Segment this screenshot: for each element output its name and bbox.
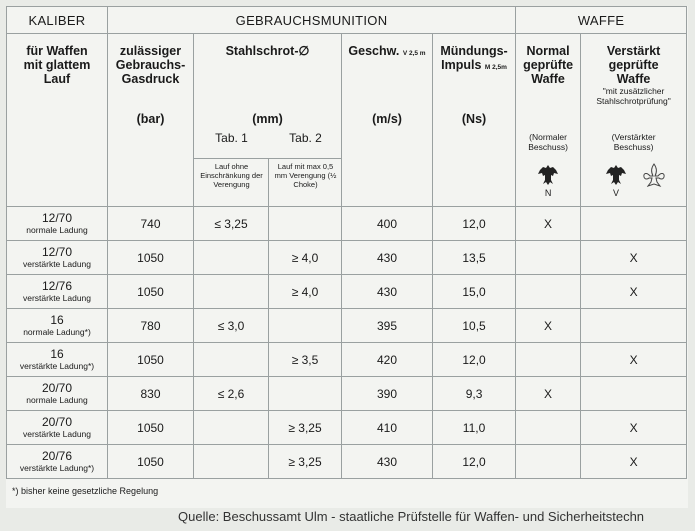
source-caption: Quelle: Beschussamt Ulm - staatliche Prüfstelle für Waffen- und Sicherheitstechn (178, 509, 645, 524)
tab2-label: Tab. 2 (289, 131, 322, 145)
geschw-cell: 420 (342, 343, 433, 377)
verstaerkt-cell: X (581, 343, 687, 377)
kal-cell (7, 241, 108, 275)
subheader-normal (516, 34, 581, 207)
header-gebrauchsmunition: GEBRAUCHSMUNITION (108, 7, 516, 34)
subheader-geschw (342, 34, 433, 207)
tab1-cell: ≤ 3,25 (194, 207, 269, 241)
tab2-cell: ≥ 4,0 (269, 241, 342, 275)
verstaerkt-cell (581, 207, 687, 241)
geschw-cell: 395 (342, 309, 433, 343)
impuls-cell: 11,0 (433, 411, 516, 445)
kaliber-value: 20/76 (41, 449, 73, 463)
normal-cell (516, 343, 581, 377)
verstaerkt-beschuss: (Verstärkter Beschuss) (611, 132, 656, 152)
verstaerkt-note: "mit zusätzlicher Stahlschrotprüfung" (596, 86, 671, 106)
normal-cell: X (516, 309, 581, 343)
normal-cell (516, 411, 581, 445)
ladung-type: verstärkte Ladung (22, 259, 92, 269)
normal-mark: N (544, 188, 552, 198)
tab1-cell (194, 411, 269, 445)
impuls-cell: 12,0 (433, 445, 516, 479)
geschw-unit: (m/s) (372, 112, 402, 126)
geschw-cell: 390 (342, 377, 433, 411)
ladung-type: normale Ladung*) (23, 327, 91, 337)
tab1-cell (194, 445, 269, 479)
normal-label: Normal geprüfte Waffe (523, 44, 574, 86)
verstaerkt-cell: X (581, 275, 687, 309)
subheader-kaliber (7, 34, 108, 207)
geschw-cell: 400 (342, 207, 433, 241)
eagle-icon (535, 162, 561, 202)
verstaerkt-cell: X (581, 445, 687, 479)
stahlschrot-label: Stahlschrot-∅ (225, 44, 310, 58)
ladung-type: verstärkte Ladung*) (19, 361, 95, 371)
kaliber-value: 16 (50, 313, 64, 327)
tab1-cell (194, 275, 269, 309)
subheader-stahlschrot (194, 34, 342, 207)
kal-cell (7, 309, 108, 343)
table-row (7, 445, 687, 479)
normal-cell (516, 275, 581, 309)
normal-cell: X (516, 207, 581, 241)
verstaerkt-mark: V (613, 188, 620, 198)
geschw-cell: 410 (342, 411, 433, 445)
impuls-cell: 12,0 (433, 343, 516, 377)
kaliber-value: 12/70 (41, 211, 73, 225)
tab2-cell: ≥ 3,25 (269, 411, 342, 445)
kaliber-value: 12/76 (41, 279, 73, 293)
table-row (7, 343, 687, 377)
verstaerkt-cell: X (581, 241, 687, 275)
gasdruck-unit: (bar) (136, 112, 165, 126)
ammunition-table (6, 6, 687, 479)
normal-cell (516, 445, 581, 479)
druck-cell: 1050 (108, 241, 194, 275)
tab1-label: Tab. 1 (215, 131, 248, 145)
druck-cell: 740 (108, 207, 194, 241)
fleur-de-lis-icon (641, 162, 667, 192)
header-kaliber: KALIBER (7, 7, 108, 34)
verstaerkt-cell (581, 309, 687, 343)
kal-cell (7, 207, 108, 241)
impuls-cell: 15,0 (433, 275, 516, 309)
druck-cell: 1050 (108, 275, 194, 309)
verstaerkt-label: Verstärkt geprüfte Waffe (606, 44, 661, 86)
druck-cell: 1050 (108, 343, 194, 377)
geschw-label: Geschw. V 2,5 m (348, 44, 426, 58)
druck-cell: 830 (108, 377, 194, 411)
kal-cell (7, 411, 108, 445)
table-row (7, 377, 687, 411)
eagle-icon (603, 162, 629, 202)
kal-cell (7, 275, 108, 309)
kaliber-desc: für Waffen mit glattem Lauf (23, 44, 91, 86)
verstaerkt-cell (581, 377, 687, 411)
table-row (7, 241, 687, 275)
normal-cell: X (516, 377, 581, 411)
druck-cell: 780 (108, 309, 194, 343)
subheader-impuls (433, 34, 516, 207)
tab2-cell: ≥ 4,0 (269, 275, 342, 309)
impuls-cell: 9,3 (433, 377, 516, 411)
table-row (7, 411, 687, 445)
gasdruck-label: zulässiger Gebrauchs-Gasdruck (115, 44, 186, 86)
footnote: *) bisher keine gesetzliche Regelung (12, 486, 159, 496)
kaliber-value: 20/70 (41, 381, 73, 395)
tab1-cell: ≤ 3,0 (194, 309, 269, 343)
kal-cell (7, 445, 108, 479)
impuls-cell: 12,0 (433, 207, 516, 241)
tab2-cell (269, 309, 342, 343)
druck-cell: 1050 (108, 445, 194, 479)
subheader-verstaerkt (581, 34, 687, 207)
normal-beschuss: (Normaler Beschuss) (528, 132, 568, 152)
tab-divider (268, 158, 269, 206)
tab2-cell: ≥ 3,25 (269, 445, 342, 479)
impuls-cell: 10,5 (433, 309, 516, 343)
impuls-cell: 13,5 (433, 241, 516, 275)
tab2-note: Lauf mit max 0,5 mm Verengung (½ Choke) (274, 162, 337, 189)
ladung-type: normale Ladung (26, 395, 88, 405)
geschw-cell: 430 (342, 445, 433, 479)
tab1-cell (194, 241, 269, 275)
kal-cell (7, 377, 108, 411)
tab2-cell (269, 377, 342, 411)
impuls-unit: (Ns) (461, 112, 487, 126)
table-row (7, 309, 687, 343)
ladung-type: verstärkte Ladung (22, 293, 92, 303)
ladung-type: normale Ladung (26, 225, 88, 235)
kaliber-value: 20/70 (41, 415, 73, 429)
table-body (7, 207, 687, 479)
tab2-cell (269, 207, 342, 241)
table-row (7, 207, 687, 241)
tab1-note: Lauf ohne Einschränkung der Verengung (200, 162, 263, 189)
stahlschrot-unit: (mm) (252, 112, 283, 126)
geschw-cell: 430 (342, 241, 433, 275)
ladung-type: verstärkte Ladung*) (19, 463, 95, 473)
tab2-cell: ≥ 3,5 (269, 343, 342, 377)
header-waffe: WAFFE (516, 7, 687, 34)
kaliber-value: 12/70 (41, 245, 73, 259)
ladung-type: verstärkte Ladung (22, 429, 92, 439)
geschw-cell: 430 (342, 275, 433, 309)
kaliber-value: 16 (50, 347, 64, 361)
verstaerkt-cell: X (581, 411, 687, 445)
kal-cell (7, 343, 108, 377)
druck-cell: 1050 (108, 411, 194, 445)
subheader-gasdruck (108, 34, 194, 207)
tab1-cell: ≤ 2,6 (194, 377, 269, 411)
normal-cell (516, 241, 581, 275)
tab-note-divider (194, 158, 341, 159)
impuls-label: Mündungs-Impuls M 2,5m (440, 44, 508, 72)
tab1-cell (194, 343, 269, 377)
table-row (7, 275, 687, 309)
